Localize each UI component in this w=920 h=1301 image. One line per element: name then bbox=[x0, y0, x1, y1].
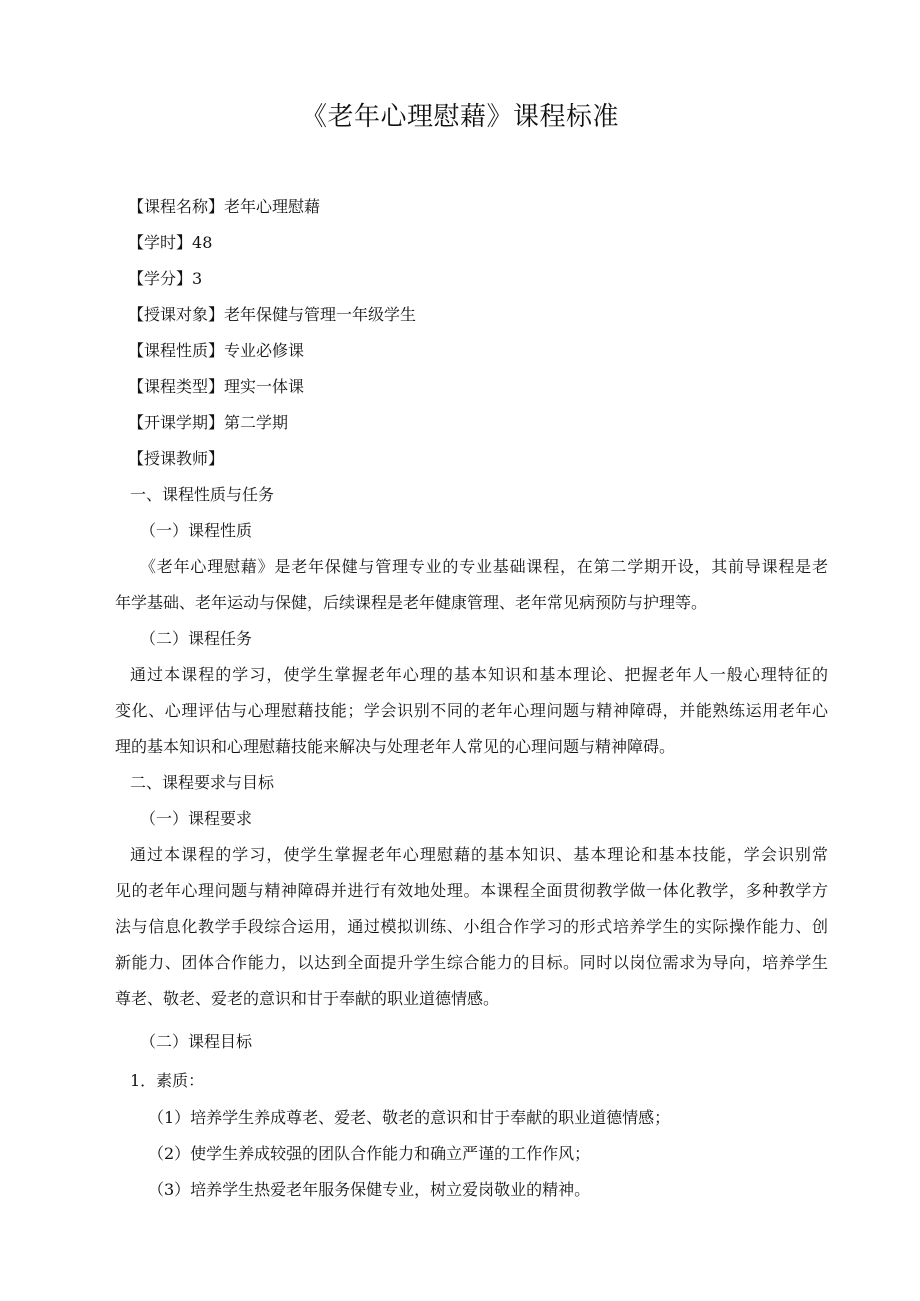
section-heading: 二、课程要求与目标 bbox=[130, 773, 275, 792]
paragraph-line: 《老年心理慰藉》是老年保健与管理专业的专业基础课程，在第二学期开设，其前导课程是老 bbox=[140, 557, 828, 576]
document-body bbox=[0, 189, 920, 1208]
info-value: 第二学期 bbox=[224, 413, 289, 432]
info-label: 【授课教师】 bbox=[128, 449, 225, 468]
paragraph-line: 理的基本知识和心理慰藉技能来解决与处理老年人常见的心理问题与精神障碍。 bbox=[115, 737, 676, 756]
info-label: 【课程性质】 bbox=[128, 341, 225, 360]
section-heading: 一、课程性质与任务 bbox=[130, 485, 275, 504]
list-heading: 1．素质： bbox=[130, 1071, 205, 1090]
paragraph-line: 尊老、敬老、爱老的意识和甘于奉献的职业道德情感。 bbox=[115, 989, 500, 1008]
info-label: 【学时】 bbox=[128, 233, 193, 252]
info-credits bbox=[128, 261, 920, 297]
subsection-heading: （二）课程任务 bbox=[140, 629, 253, 648]
info-value: 专业必修课 bbox=[224, 341, 305, 360]
info-audience bbox=[128, 297, 920, 333]
info-label: 【课程名称】 bbox=[128, 197, 225, 216]
info-label: 【学分】 bbox=[128, 269, 193, 288]
info-teacher bbox=[128, 441, 920, 477]
info-value: 老年保健与管理一年级学生 bbox=[224, 305, 417, 324]
info-label: 【开课学期】 bbox=[128, 413, 225, 432]
list-item: （3）培养学生热爱老年服务保健专业，树立爱岗敬业的精神。 bbox=[148, 1180, 591, 1199]
info-value: 48 bbox=[192, 233, 213, 252]
subsection-heading: （一）课程要求 bbox=[140, 809, 253, 828]
paragraph-line: 通过本课程的学习，使学生掌握老年心理的基本知识和基本理论、把握老年人一般心理特征的 bbox=[130, 665, 828, 684]
document-title: 《老年心理慰藉》课程标准 bbox=[300, 102, 619, 132]
subsection-heading: （一）课程性质 bbox=[140, 521, 253, 540]
paragraph-line: 见的老年心理问题与精神障碍并进行有效地处理。本课程全面贯彻教学做一体化教学，多种教学方 bbox=[115, 881, 828, 900]
info-value: 老年心理慰藉 bbox=[224, 197, 321, 216]
info-semester bbox=[128, 405, 920, 441]
info-hours bbox=[128, 225, 920, 261]
paragraph-line: 法与信息化教学手段综合运用，通过模拟训练、小组合作学习的形式培养学生的实际操作能力、创 bbox=[115, 917, 828, 936]
info-value: 理实一体课 bbox=[224, 377, 305, 396]
info-value: 3 bbox=[192, 269, 203, 288]
info-course-name bbox=[128, 189, 920, 225]
paragraph-line: 变化、心理评估与心理慰藉技能；学会识别不同的老年心理问题与精神障碍，并能熟练运用老年心 bbox=[115, 701, 828, 720]
paragraph-line: 新能力、团体合作能力，以达到全面提升学生综合能力的目标。同时以岗位需求为导向，培养学生 bbox=[115, 953, 828, 972]
list-item: （2）使学生养成较强的团队合作能力和确立严谨的工作作风； bbox=[148, 1144, 591, 1163]
info-label: 【课程类型】 bbox=[128, 377, 225, 396]
info-label: 【授课对象】 bbox=[128, 305, 225, 324]
subsection-heading: （二）课程目标 bbox=[140, 1032, 253, 1051]
list-item: （1）培养学生养成尊老、爱老、敬老的意识和甘于奉献的职业道德情感； bbox=[148, 1108, 671, 1127]
info-course-nature bbox=[128, 333, 920, 369]
paragraph-line: 通过本课程的学习，使学生掌握老年心理慰藉的基本知识、基本理论和基本技能，学会识别常 bbox=[130, 845, 828, 864]
paragraph-line: 年学基础、老年运动与保健，后续课程是老年健康管理、老年常见病预防与护理等。 bbox=[115, 593, 708, 612]
info-course-type bbox=[128, 369, 920, 405]
